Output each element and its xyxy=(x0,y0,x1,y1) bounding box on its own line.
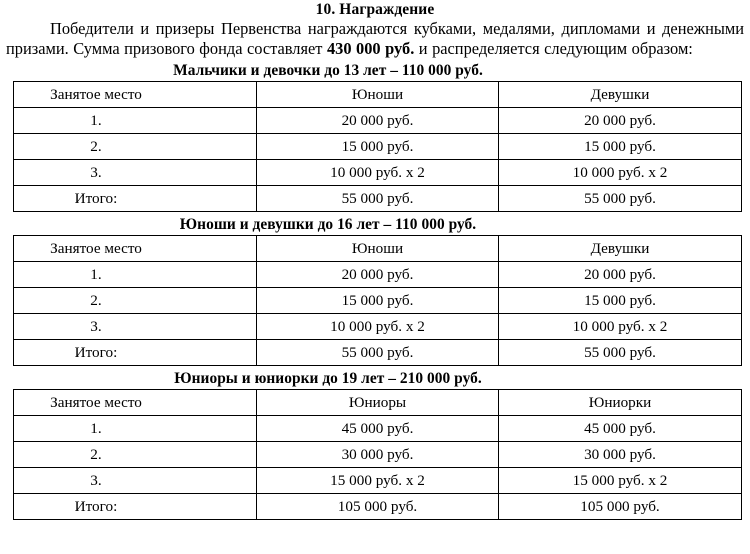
table-row xyxy=(14,262,742,288)
table-row xyxy=(14,416,742,442)
prize-cell: 20 000 руб. xyxy=(257,108,499,134)
prize-cell: 15 000 руб. xyxy=(257,134,499,160)
intro-text-part2: и распределяется следующим образом: xyxy=(414,38,693,58)
place-cell: 2. xyxy=(14,288,257,314)
section-heading-wrap xyxy=(13,215,643,235)
table-row xyxy=(14,108,742,134)
intro-paragraph xyxy=(6,19,744,58)
prize-cell: 20 000 руб. xyxy=(499,262,742,288)
prize-table xyxy=(13,81,742,212)
intro-text-part1: Победители и призеры Первенства награждаются кубками, медалями, дипломами и денежными призами. Сумма призового фонда составляет xyxy=(6,19,744,58)
column-header: Юноши xyxy=(257,236,499,262)
column-header: Юноши xyxy=(257,82,499,108)
table-row xyxy=(14,134,742,160)
table-row xyxy=(14,186,742,212)
prize-section xyxy=(0,61,750,212)
table-row xyxy=(14,288,742,314)
table-row xyxy=(14,314,742,340)
prize-fund-amount: 430 000 руб. xyxy=(326,38,415,58)
prize-table xyxy=(13,389,742,520)
prize-table xyxy=(13,235,742,366)
place-cell: 1. xyxy=(14,262,257,288)
column-header: Занятое место xyxy=(14,82,257,108)
table-row xyxy=(14,340,742,366)
prize-cell: 15 000 руб. х 2 xyxy=(257,468,499,494)
prize-cell: 45 000 руб. xyxy=(257,416,499,442)
prize-cell: 10 000 руб. х 2 xyxy=(499,160,742,186)
place-cell: 1. xyxy=(14,416,257,442)
prize-cell: 10 000 руб. х 2 xyxy=(257,314,499,340)
place-cell: 2. xyxy=(14,134,257,160)
prize-cell: 30 000 руб. xyxy=(499,442,742,468)
column-header: Юниоры xyxy=(257,390,499,416)
section-heading-wrap xyxy=(13,61,643,81)
column-header: Девушки xyxy=(499,236,742,262)
place-cell: 1. xyxy=(14,108,257,134)
section-heading-wrap xyxy=(13,369,643,389)
prize-cell: 15 000 руб. xyxy=(499,134,742,160)
table-header-row xyxy=(14,82,742,108)
prize-cell: 20 000 руб. xyxy=(257,262,499,288)
column-header: Занятое место xyxy=(14,236,257,262)
column-header: Юниорки xyxy=(499,390,742,416)
table-row xyxy=(14,494,742,520)
table-row xyxy=(14,468,742,494)
prize-cell: 105 000 руб. xyxy=(499,494,742,520)
section-heading: Мальчики и девочки до 13 лет – 110 000 руб. xyxy=(173,62,483,80)
prize-section xyxy=(0,369,750,520)
place-cell: 2. xyxy=(14,442,257,468)
table-header-row xyxy=(14,390,742,416)
table-row xyxy=(14,442,742,468)
prize-cell: 15 000 руб. х 2 xyxy=(499,468,742,494)
place-cell: Итого: xyxy=(14,340,257,366)
page-title: 10. Награждение xyxy=(315,1,435,18)
prize-section xyxy=(0,215,750,366)
prize-cell: 20 000 руб. xyxy=(499,108,742,134)
prize-cell: 15 000 руб. xyxy=(499,288,742,314)
prize-cell: 55 000 руб. xyxy=(499,186,742,212)
prize-cell: 10 000 руб. х 2 xyxy=(257,160,499,186)
column-header: Занятое место xyxy=(14,390,257,416)
prize-cell: 45 000 руб. xyxy=(499,416,742,442)
prize-cell: 30 000 руб. xyxy=(257,442,499,468)
place-cell: 3. xyxy=(14,468,257,494)
section-heading: Юниоры и юниорки до 19 лет – 210 000 руб. xyxy=(174,370,482,388)
prize-sections xyxy=(0,61,750,520)
table-row xyxy=(14,160,742,186)
place-cell: Итого: xyxy=(14,186,257,212)
prize-cell: 55 000 руб. xyxy=(257,186,499,212)
place-cell: 3. xyxy=(14,160,257,186)
place-cell: 3. xyxy=(14,314,257,340)
prize-cell: 55 000 руб. xyxy=(499,340,742,366)
document-page xyxy=(0,1,750,554)
prize-cell: 105 000 руб. xyxy=(257,494,499,520)
prize-cell: 10 000 руб. х 2 xyxy=(499,314,742,340)
prize-cell: 15 000 руб. xyxy=(257,288,499,314)
section-heading: Юноши и девушки до 16 лет – 110 000 руб. xyxy=(179,216,477,234)
prize-cell: 55 000 руб. xyxy=(257,340,499,366)
table-header-row xyxy=(14,236,742,262)
place-cell: Итого: xyxy=(14,494,257,520)
column-header: Девушки xyxy=(499,82,742,108)
